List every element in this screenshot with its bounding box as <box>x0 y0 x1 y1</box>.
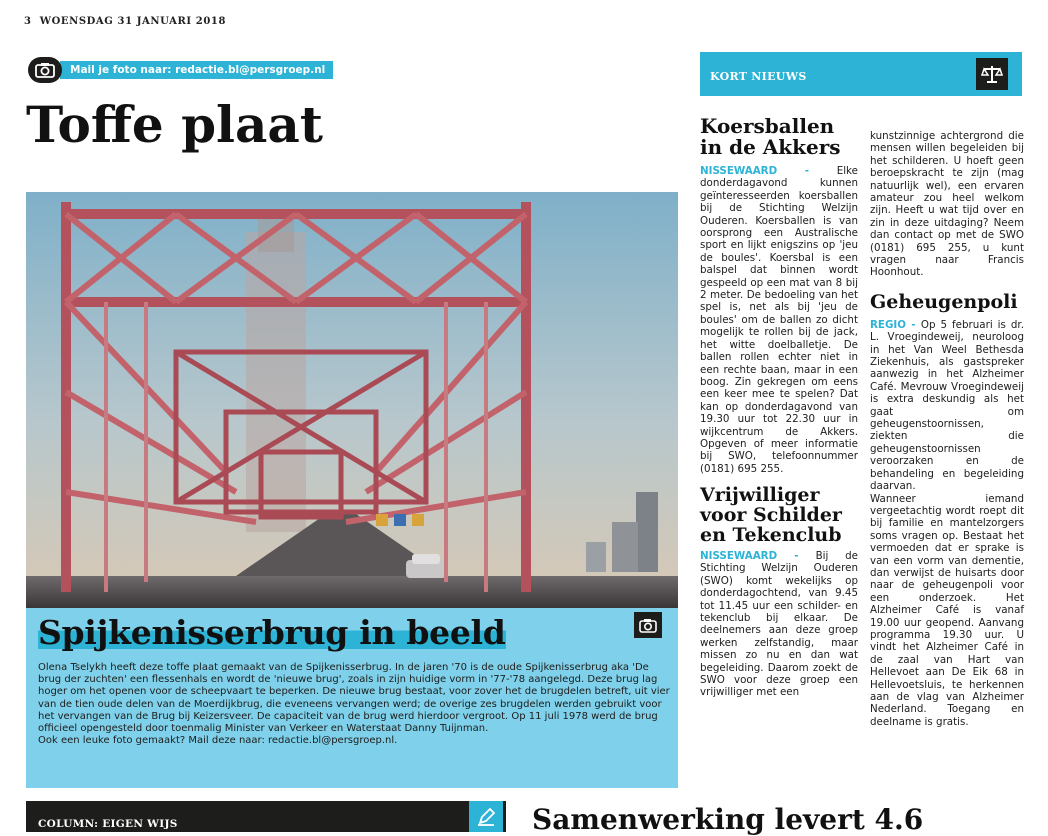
camera-icon <box>28 57 62 83</box>
bottom-headline: Samenwerking levert 4.6 <box>532 803 924 836</box>
article-body <box>700 550 858 699</box>
news-column-2 <box>870 130 1024 728</box>
article-location: REGIO - <box>870 318 921 331</box>
article-headline: Geheugenpoli <box>870 290 1018 313</box>
section-label: KORT NIEUWS <box>710 70 807 83</box>
page-title: Toffe plaat <box>26 95 323 154</box>
page-folio <box>24 16 226 27</box>
caption-footer: Ook een leuke foto gemaakt? Mail deze naar: redactie.bl@persgroep.nl. <box>38 735 398 747</box>
article-text-continued: kunstzinnige achtergrond die mensen willen begeleiden bij het schilderen. U hoeft geen beroepskracht te zijn (mag natuurlijk wel), een ervaren amateur zou heel welkom zijn. Heeft u wat tijd over en zin in deze uitdaging? Neem dan contact op met de SWO (0181) 695 255, u kunt vragen naar Francis Hoonhout. <box>870 130 1024 279</box>
article-text: Bij de Stichting Welzijn Ouderen (SWO) komt wekelijks op donderdagochtend, van 9.45 tot 11.45 uur een schilder- en tekenclub bij elkaar. De deelnemers aan deze groep werken zelfstandig, maar missen zo nu en dan wat begeleiding. Daarom zoekt de SWO voor deze groep een vrijwilliger met een <box>700 549 858 699</box>
caption-title <box>38 613 506 652</box>
scales-icon <box>976 58 1008 90</box>
article-text: Op 5 februari is dr. L. Vroegindeweij, neuroloog in het Van Weel Bethesda Ziekenhuis, als gastspreker aanwezig in het Alzheimer Café. Mevrouw Vroegindeweij is extra deskundig als het gaat om geheugenstoornissen, ziekten die geheugenstoornissen veroorzaken en de behandeling en begeleiding daarvan. <box>870 318 1024 493</box>
article-body <box>700 165 858 475</box>
news-column-1 <box>700 116 858 699</box>
column-label: COLUMN: EIGEN WIJS <box>38 818 178 830</box>
mail-badge[interactable] <box>28 60 333 80</box>
article-body <box>870 319 1024 493</box>
article-text: Wanneer iemand vergeetachtig wordt roept dit bij familie en mantelzorgers soms vragen op. Bestaat het vermoeden dat er sprake is van een vorm van dementie, dan verwijst de huisarts door naar de geheugenpoli voor een onderzoek. Het Alzheimer Café is vanaf 19.00 uur geopend. Aanvang programma 19.30 uur. U vindt het Alzheimer Café in de zaal van Hart van Hellevoet aan De Eik 68 in Hellevoetsluis, te herkennen aan de vlag van Alzheimer Nederland. Toegang en deelname is gratis. <box>870 492 1024 728</box>
bridge-photo <box>26 192 678 608</box>
article-headline: Vrijwilliger voor Schilder en Tekenclub <box>700 484 842 547</box>
article-location: NISSEWAARD - <box>700 165 837 177</box>
page-number: 3 <box>24 16 32 27</box>
mail-badge-text[interactable]: Mail je foto naar: redactie.bl@persgroep.nl <box>60 61 333 79</box>
page-date: WOENSDAG 31 JANUARI 2018 <box>39 16 227 27</box>
camera-icon <box>634 612 662 638</box>
article-location: NISSEWAARD - <box>700 549 816 562</box>
caption-title-text: Spijkenisserbrug in beeld <box>38 613 506 652</box>
caption-body <box>38 662 670 747</box>
article-text: Elke donderdagavond kunnen geïnteresseerden koersballen bij de Stichting Welzijn Ouderen. Koersballen is van oorsprong een Australische sport en lijkt enigszins op 'jeu de boules'. Koersbal is een balspel dat binnen wordt gespeeld op een mat van 8 bij 2 meter. De bedoeling van het spel is, net als bij 'jeu de boules' om de ballen zo dicht mogelijk te rollen bij de jack, het witte doelballetje. De ballen rollen echter niet in een rechte baan, maar in een boog. Zin gekregen om eens een keer mee te spelen? Dat kan op donderdagavond van 19.30 uur tot 22.30 uur in wijkcentrum de Akkers. Opgeven of meer informatie bij SWO, telefoonnummer (0181) 695 255. <box>700 165 858 475</box>
pen-icon <box>469 801 503 832</box>
caption-paragraph: Olena Tselykh heeft deze toffe plaat gemaakt van de Spijkenisserbrug. In de jaren '70 is de oude Spijkenisserbrug aka 'De brug der zuchten' een flessenhals en wordt de 'nieuwe brug', zoals in zijn huidige vorm in '77-'78 aangelegd. Deze brug lag hoger om het openen voor de scheepvaart te beperken. De nieuwe brug bestaat, voor zover het de brugdelen betreft, uit vier van de tien oude delen van de Moerdijkbrug, die eveneens vervangen werd; de overige zes brugdelen werden gebruikt voor het vervangen van de Brug bij Keizersveer. De capaciteit van de brug werd hierdoor vergroot. Op 11 juli 1978 werd de brug officieel opengesteld door toenmalig Minister van Verkeer en Waterstaat Danny Tuijnman. <box>38 662 670 735</box>
article-headline: Koersballen in de Akkers <box>700 114 841 159</box>
